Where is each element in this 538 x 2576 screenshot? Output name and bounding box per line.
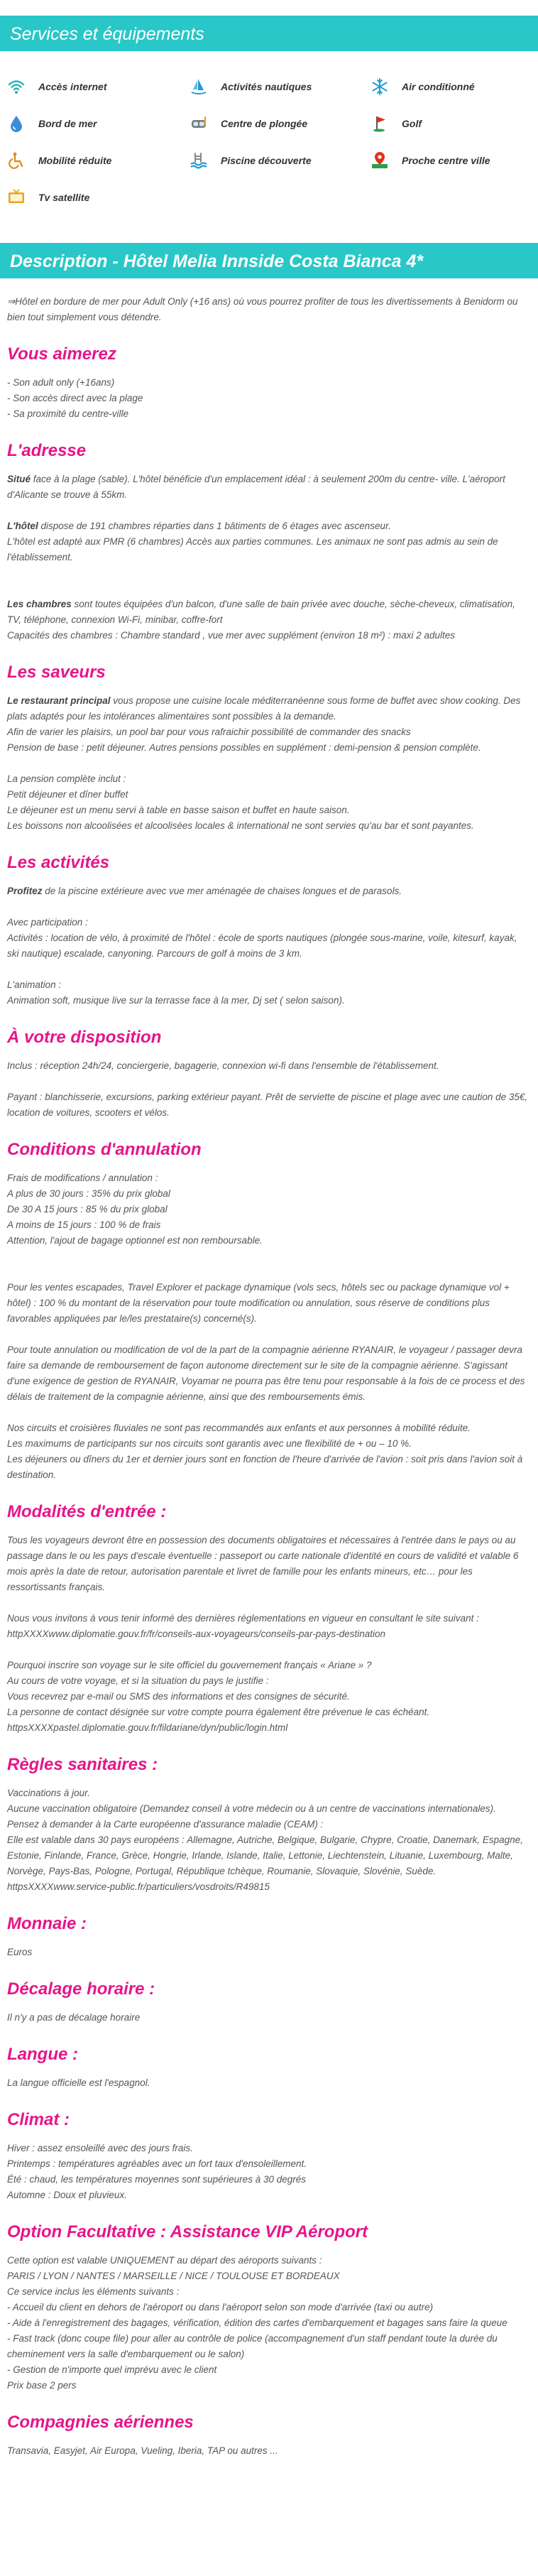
paragraph-text: dispose de 191 chambres réparties dans 1 bâtiments de 6 étages avec ascenseur. [38,521,391,531]
section-paragraph: Pour toute annulation ou modification de vol de la part de la compagnie aérienne RYANAIR, le voyageur / passager devra faire sa demande de remboursement de façon autonome directement sur le site de la compagnie aérienne. S'agissant d'une exigence de gestion de RYANAIR, Voyamar ne pourra pas être tenu pour responsable à la fois de ce process et des délais de traitement de la compagnie aérienne, ainsi que des remboursements émis. [7,1344,525,1402]
section-paragraph: Tous les voyageurs devront être en possession des documents obligatoires et nécessaires à l'entrée dans le pays ou au passage dans le ou les pays d'escale éventuelle : passeport ou carte nationale d'identité en cours de validité et valable 6 mois après la date de retour, autorisation parentale et livret de famille pour les enfants mineurs, etc… pour les ressortissants français. [7,1535,519,1592]
section-heading: L'adresse [7,441,87,460]
section-paragraph: L'animation : [7,979,62,990]
spacer [7,1327,531,1342]
section-heading: Compagnies aériennes [7,2413,194,2432]
spacer [7,962,531,977]
spacer [7,1405,531,1420]
services-grid [0,51,538,216]
paragraph-bold-lead: Le restaurant principal [7,695,111,706]
section-paragraph [7,472,531,503]
section-paragraph: La pension complète inclut : [7,773,126,784]
section-paragraph: Frais de modifications / annulation : [7,1173,158,1183]
section-paragraph: Vaccinations à jour. [7,1788,90,1798]
tv-icon [7,188,26,207]
service-item [363,105,538,142]
wifi-icon [7,77,26,96]
service-label: Piscine découverte [221,155,312,166]
service-label: Accès internet [38,81,107,92]
section-paragraph: Été : chaud, les températures moyennes sont supérieures à 30 degrés [7,2174,306,2185]
section-paragraph: Elle est valable dans 30 pays européens : Allemagne, Autriche, Belgique, Bulgarie, Chypre, Croatie, Danemark, Espagne, Estonie, Finlande, France, Grèce, Hongrie, Irlande, Islande, Italie, Lettonie, Liechtenstein, Lituanie, Luxembourg, Malte, Norvège, Pays-Bas, Pologne, Portugal, République tchèque, Roumanie, Slovaquie, Slovénie, Suède. [7,1835,523,1876]
section-paragraph: Printemps : températures agréables avec un fort taux d'ensoleillement. [7,2158,307,2169]
spacer [7,581,531,597]
section-paragraph: Ce service inclus les éléments suivants : [7,2286,180,2297]
section-paragraph: Payant : blanchisserie, excursions, parking extérieur payant. Prêt de serviette de piscine et plage avec une caution de 35€, location de voitures, scooters et vélos. [7,1092,528,1118]
golf-flag-icon [370,114,389,133]
paragraph-text: sont toutes équipées d'un balcon, d'une salle de bain privée avec douche, sèche-cheveux, climatisation, TV, téléphone, connexion Wi-Fi, minibar, coffre-fort [7,599,515,625]
section-heading: Modalités d'entrée : [7,1502,167,1521]
section-paragraph: A plus de 30 jours : 35% du prix global [7,1188,170,1199]
service-label: Mobilité réduite [38,155,112,166]
section-heading: Les saveurs [7,663,106,682]
section-paragraph [7,597,531,628]
section-paragraph: Pour les ventes escapades, Travel Explorer et package dynamique (vols secs, hôtels sec ou package dynamique vol + hôtel) : 100 % du montant de la réservation pour toute modification ou annulation, sous réserve de conditions plus favorables appliquées par le/les prestataire(s) concerné(s). [7,1282,510,1324]
section-paragraph: - Sa proximité du centre-ville [7,408,129,419]
section-heading: Décalage horaire : [7,1979,155,1999]
section-paragraph: httpsXXXXpastel.diplomatie.gouv.fr/fildariane/dyn/public/login.html [7,1722,288,1733]
service-label: Air conditionné [402,81,475,92]
service-label: Tv satellite [38,192,90,203]
section-paragraph: Automne : Doux et pluvieux. [7,2190,127,2200]
section-paragraph: - Son adult only (+16ans) [7,377,115,388]
service-item [0,105,182,142]
section-paragraph: La langue officielle est l'espagnol. [7,2077,150,2088]
services-banner: Services et équipements [0,16,538,51]
section-paragraph: Afin de varier les plaisirs, un pool bar pour vous rafraichir possibilité de commander des snacks [7,727,411,737]
section-paragraph: Cette option est valable UNIQUEMENT au départ des aéroports suivants : [7,2255,322,2266]
service-item [0,142,182,179]
section-heading: Conditions d'annulation [7,1140,202,1159]
section-paragraph: De 30 A 15 jours : 85 % du prix global [7,1204,168,1214]
water-drop-icon [7,114,26,133]
section-paragraph: A moins de 15 jours : 100 % de frais [7,1219,161,1230]
section-paragraph: - Aide à l'enregistrement des bagages, vérification, édition des cartes d'embarquement et bagages sans faire la queue [7,2317,507,2328]
spacer [7,1074,531,1089]
section-heading: Option Facultative : Assistance VIP Aéroport [7,2222,368,2241]
section-paragraph: Petit déjeuner et dîner buffet [7,789,128,800]
section-paragraph [7,518,531,534]
service-item [363,68,538,105]
paragraph-bold-lead: Situé [7,474,31,484]
section-paragraph: Nos circuits et croisières fluviales ne sont pas recommandés aux enfants et aux personnes à mobilité réduite. [7,1423,471,1433]
section-paragraph: Aucune vaccination obligatoire (Demandez conseil à votre médecin ou à un centre de vaccinations internationales). [7,1803,496,1814]
section-paragraph: - Son accès direct avec la plage [7,393,143,403]
section-heading: Vous aimerez [7,344,116,364]
description-intro: ⇒Hôtel en bordure de mer pour Adult Only (+16 ans) où vous pourrez profiter de tous les divertissements à Benidorm ou bien tout simplement vous détendre. [7,296,518,322]
section-paragraph: Attention, l'ajout de bagage optionnel est non remboursable. [7,1235,263,1246]
paragraph-text: de la piscine extérieure avec vue mer aménagée de chaises longues et de parasols. [42,886,402,896]
section-heading: Monnaie : [7,1914,87,1933]
spacer [7,1642,531,1658]
city-pin-icon [370,151,389,170]
description-content [0,278,538,2480]
service-item [182,142,363,179]
spacer [7,899,531,915]
section-paragraph: Pensez à demander à la Carte européenne d'assurance maladie (CEAM) : [7,1819,324,1830]
section-paragraph: Activités : location de vélo, à proximité de l'hôtel : école de sports nautiques (plongée sous-marine, voile, kitesurf, kayak, ski nautique) escalade, canyoning. Parcours de golf à moins de 3 km. [7,933,517,959]
description-banner: Description - Hôtel Melia Innside Costa Bianca 4* [0,243,538,278]
service-label: Activités nautiques [221,81,312,92]
service-item [182,105,363,142]
section-paragraph: La personne de contact désignée sur votre compte pourra également être prévenue le cas échéant. [7,1707,430,1717]
section-heading: Climat : [7,2110,70,2129]
section-paragraph: Animation soft, musique live sur la terrasse face à la mer, Dj set ( selon saison). [7,995,345,1006]
section-paragraph [7,884,531,899]
section-paragraph: - Gestion de n'importe quel imprévu avec le client [7,2364,217,2375]
section-heading: À votre disposition [7,1028,162,1047]
service-label: Bord de mer [38,118,97,129]
spacer [7,503,531,518]
section-paragraph: Hiver : assez ensoleillé avec des jours frais. [7,2143,193,2153]
windsurf-icon [190,77,208,96]
section-paragraph: Prix base 2 pers [7,2380,77,2391]
service-label: Centre de plongée [221,118,308,129]
section-paragraph: Au cours de votre voyage, et si la situation du pays le justifie : [7,1675,269,1686]
service-item [0,179,182,216]
section-paragraph: Euros [7,1947,33,1957]
paragraph-bold-lead: Profitez [7,886,43,896]
spacer [7,1264,531,1280]
service-item [363,142,538,179]
section-paragraph: httpsXXXXwww.service-public.fr/particuliers/vosdroits/R49815 [7,1881,270,1892]
section-paragraph: L'hôtel est adapté aux PMR (6 chambres) Accès aux parties communes. Les animaux ne sont pas admis au sein de l'établissement. [7,536,498,563]
section-paragraph: Les déjeuners ou dîners du 1er et dernier jours sont en fonction de l'heure d'arrivée de l'avion : soit pris dans l'avion soit à destination. [7,1454,523,1480]
diving-mask-icon [190,114,208,133]
section-paragraph: Pension de base : petit déjeuner. Autres pensions possibles en supplément : demi-pension & pension complète. [7,742,481,753]
spacer [7,756,531,771]
paragraph-bold-lead: L'hôtel [7,521,38,531]
section-paragraph: Capacités des chambres : Chambre standard , vue mer avec supplément (environ 18 m²) : maxi 2 adultes [7,630,456,641]
section-heading: Langue : [7,2045,78,2064]
paragraph-text: face à la plage (sable). L'hôtel bénéficie d'un emplacement idéal : à seulement 200m du centre- ville. L'aéroport d'Alicante se trouve à 55km. [7,474,505,500]
wheelchair-icon [7,151,26,170]
spacer [7,1595,531,1611]
section-paragraph: Nous vous invitons à vous tenir informé des dernières réglementations en vigueur en consultant le site suivant : httpXXXXwww.diplomatie.gouv.fr/fr/conseils-aux-voyageurs/conseils-par-pays-destination [7,1613,479,1639]
service-item [0,68,182,105]
section-paragraph: - Accueil du client en dehors de l'aéroport ou dans l'aéroport selon son mode d'arrivée (taxi ou autre) [7,2302,434,2313]
pool-icon [190,151,208,170]
page [0,16,538,2480]
section-paragraph: Les maximums de participants sur nos circuits sont garantis avec une flexibilité de + ou – 10 %. [7,1438,412,1449]
section-heading: Règles sanitaires : [7,1755,158,1774]
paragraph-bold-lead: Les chambres [7,599,72,609]
section-paragraph: Le déjeuner est un menu servi à table en basse saison et buffet en haute saison. [7,805,350,815]
section-paragraph [7,693,531,724]
section-paragraph: Avec participation : [7,917,88,928]
section-paragraph: Pourquoi inscrire son voyage sur le site officiel du gouvernement français « Ariane » ? [7,1660,372,1670]
section-paragraph: Transavia, Easyjet, Air Europa, Vueling, Iberia, TAP ou autres ... [7,2445,278,2456]
section-paragraph: Les boissons non alcoolisées et alcoolisées locales & international ne sont servies qu'au bar et sont payantes. [7,820,474,831]
service-item [182,68,363,105]
description-sections [7,344,531,2459]
section-paragraph: Inclus : réception 24h/24, conciergerie, bagagerie, connexion wi-fi dans l'ensemble de l'établissement. [7,1060,439,1071]
spacer [7,1249,531,1264]
service-label: Golf [402,118,422,129]
section-paragraph: - Fast track (donc coupe file) pour aller au contrôle de police (accompagnement d'un staff pendant toute la durée du cheminement vers la salle d'embarquement ou le salon) [7,2333,498,2359]
section-paragraph: Vous recevrez par e-mail ou SMS des informations et des consignes de sécurité. [7,1691,350,1702]
section-paragraph: PARIS / LYON / NANTES / MARSEILLE / NICE / TOULOUSE ET BORDEAUX [7,2271,340,2281]
spacer [7,565,531,581]
section-paragraph: Il n'y a pas de décalage horaire [7,2012,141,2023]
service-label: Proche centre ville [402,155,490,166]
section-heading: Les activités [7,853,110,872]
paragraph-text: vous propose une cuisine locale méditerranéenne sous forme de buffet avec show cooking. Des plats adaptés pour les intolérances alimentaires sont possibles à la demande. [7,695,521,722]
snowflake-icon [370,77,389,96]
